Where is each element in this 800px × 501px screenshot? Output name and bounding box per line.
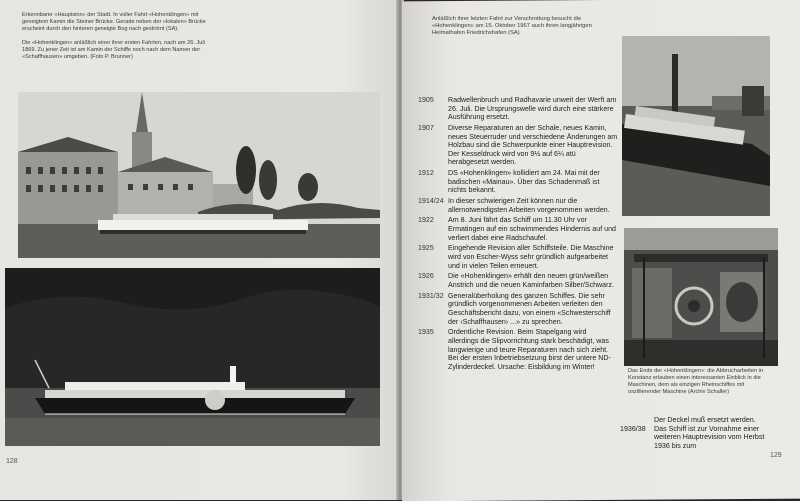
caption-text: Erkennbarer «Hauptsinn» der Stadt. In voller Fahrt «Hohenklingen» mit geneigtem Kamin die Steiner Brücke. Gerade neben der «lokalen» Brücke erscheint durch den hinteren geneigte Bog nach geströmt (SA). xyxy=(22,12,206,32)
caption-text: Anläßlich ihrer letzten Fahrt zur Verschrottung besucht die «Hohenklingen» am 15. Oktober 1967 auch ihren langjährigen Heimathafen Friedrichshafen (SA) xyxy=(432,16,592,36)
timeline-entry xyxy=(418,197,618,214)
timeline-year: 1936/38 xyxy=(620,424,646,433)
timeline-entry xyxy=(418,216,618,242)
timeline-entry xyxy=(418,272,618,289)
timeline-year: 1931/32 xyxy=(418,291,444,300)
timeline-year: 1922 xyxy=(418,216,434,225)
town-steamer-photo xyxy=(18,92,380,258)
page-number: 129 xyxy=(770,452,782,459)
timeline-entry xyxy=(620,425,780,451)
timeline-text: Am 8. Juni fährt das Schiff um 11.30 Uhr vor Ermatingen auf ein schwimmendes Hindernis auf und verliert dabei eine Radschaufel. xyxy=(448,216,616,242)
timeline-text: Generalüberholung des ganzen Schiffes. Die sehr gründlich vorgenommenen Arbeiten verleiten den Geschäftsbericht dazu, von einem «Schwesterschiff der ‹Schaffhausen› ...» zu sprechen. xyxy=(448,291,611,326)
timeline-text: Diverse Reparaturen an der Schale, neues Kamin, neues Steuerruder und verschiedene Änderungen am Holzbau sind die Schwerpunkte einer Hauptrevision. Der Kesseldruck wird von 9½ auf 6¼ atü herabgesetzt werden. xyxy=(448,123,618,167)
timeline-text: DS «Hohenklingen» kollidiert am 24. Mai mit der badischen «Mainau». Über das Schadenmaß ist nichts bekannt. xyxy=(448,169,600,195)
left-page xyxy=(0,0,398,500)
timeline-entry xyxy=(418,292,618,326)
timeline-text: Der Deckel muß ersetzt werden. xyxy=(654,416,756,424)
timeline-year: 1914/24 xyxy=(418,197,444,206)
timeline-entry xyxy=(418,96,618,122)
timeline-text: Radwellenbruch und Radhavarie unweit der Werft am 26. Juli. Die Ursprungswelle wird durch eine stärkere Ausführung ersetzt. xyxy=(448,96,617,122)
final-voyage-photo xyxy=(622,36,770,216)
timeline-year: 1905 xyxy=(418,96,434,104)
timeline-year: 1912 xyxy=(418,169,434,178)
timeline-text: In dieser schwierigen Zeit können nur die allernotwendigsten Arbeiten vorgenommen werden. xyxy=(448,197,610,214)
timeline-entry xyxy=(418,124,618,167)
timeline-text: Ordentliche Revision. Beim Stapelgang wird allerdings die Slipvorrichtung stark beschädigt, was langwierige und teure Reparaturen nach sich zieht. Bei der ersten Inbetriebsetzung birst der untere ND-Zylinderdeckel. Ursache: Eisbildung im Winter! xyxy=(448,328,611,371)
timeline-text: Die «Hohenklingen» erhält den neuen grün/weißen Anstrich und die neuen Kaminfarben Silber/Schwarz. xyxy=(448,272,615,289)
timeline-entry xyxy=(418,328,618,371)
timeline-entry xyxy=(418,244,618,270)
timeline-entry xyxy=(418,169,618,195)
caption-text: Die «Hohenklingen» anläßlich einer ihrer ersten Fahrten, nach am 26. Juli 1869. Zu jener Zeit ist am Kamin der Schiffe noch nach dem Namen der «Schaffhausen» umgeben. (Foto P. Brunner) xyxy=(22,40,205,60)
timeline-continuation xyxy=(620,416,780,450)
timeline-year: 1925 xyxy=(418,244,434,253)
paddle-steamer-photo xyxy=(5,268,380,446)
timeline-text: Das Schiff ist zur Vornahme einer weiteren Hauptrevision vom Herbst 1936 bis zum xyxy=(654,424,765,450)
timeline-year: 1935 xyxy=(418,328,434,337)
timeline-text: Eingehende Revision aller Schiffsteile. Die Maschine wird von Escher-Wyss sehr gründlich aufgearbeitet und in vielen Teilen erneuert. xyxy=(448,244,614,270)
timeline-list xyxy=(418,96,618,374)
engine-demolition-photo xyxy=(624,228,778,366)
caption-text: Das Ende der «Hohenklingen»: die Abbrucharbeiten in Konstanz erlauben einen interessanten Einblick in die Maschinen, dem als einzigen Rheinschiffes mit oszillierender Maschine (Archiv Schaller) xyxy=(628,368,763,395)
page-number: 128 xyxy=(6,458,18,465)
timeline-year: 1907 xyxy=(418,123,434,132)
timeline-year: 1926 xyxy=(418,272,434,281)
